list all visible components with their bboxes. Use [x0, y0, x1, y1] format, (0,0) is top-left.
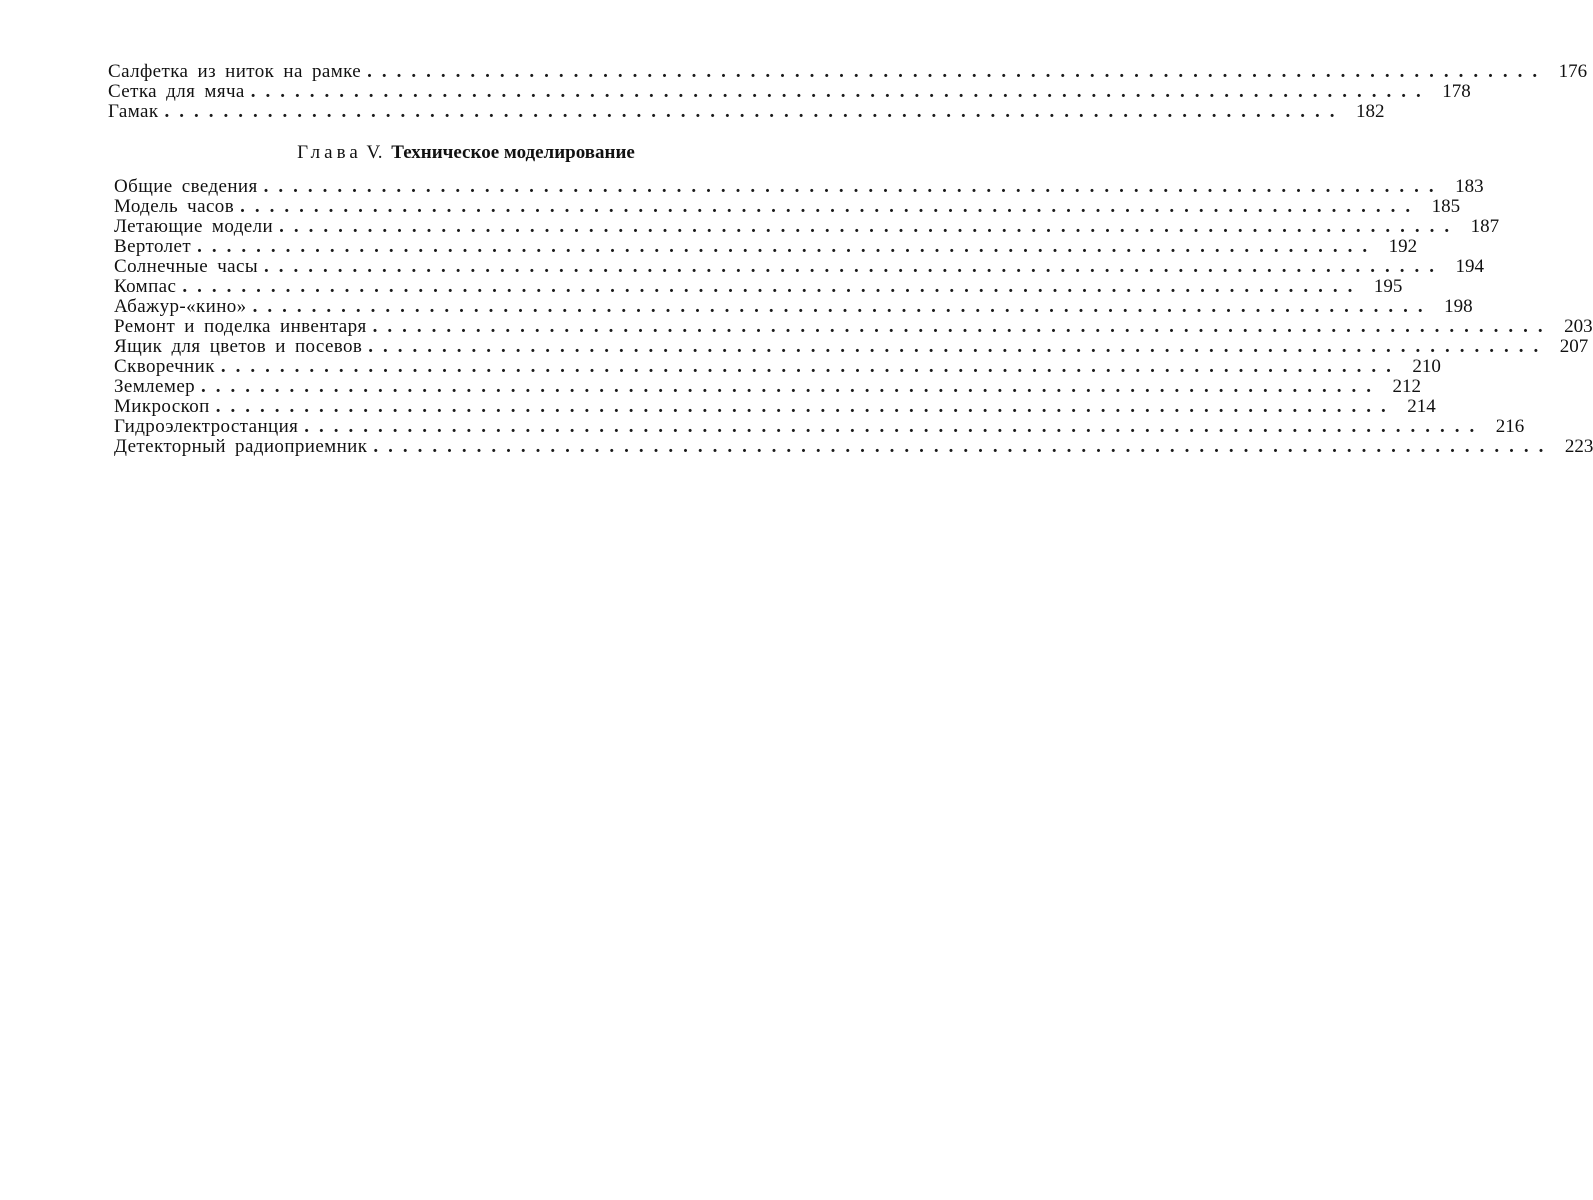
dot-leader: ................................................................................: [164, 101, 1345, 122]
toc-entry-page: 187: [1470, 216, 1500, 237]
chapter-title: Техническое моделирование: [391, 142, 635, 163]
toc-entry: [108, 61, 1588, 82]
toc-entry: [114, 316, 1593, 337]
toc-entry-title: Микроскоп: [114, 396, 210, 417]
toc-entry: [114, 236, 1418, 257]
toc-entry: [114, 396, 1436, 417]
toc-list-chapter-v: [114, 176, 1593, 457]
toc-entry-page: 203: [1564, 316, 1593, 337]
dot-leader: ................................................................................: [201, 376, 1382, 397]
dot-leader: ................................................................................: [197, 236, 1378, 257]
toc-entry-page: 216: [1495, 416, 1525, 437]
chapter-prefix: Глава: [297, 142, 362, 163]
toc-entry-page: 185: [1431, 196, 1461, 217]
dot-leader: ................................................................................: [279, 216, 1460, 237]
toc-entry-title: Салфетка из ниток на рамке: [108, 61, 362, 82]
toc-entry-title: Модель часов: [114, 196, 235, 217]
toc-entry: [114, 176, 1484, 197]
dot-leader: ................................................................................: [304, 416, 1485, 437]
toc-entry-page: 207: [1559, 336, 1589, 357]
toc-entry-title: Компас: [114, 276, 177, 297]
toc-entry-title: Землемер: [114, 376, 196, 397]
toc-entry-title: Вертолет: [114, 236, 192, 257]
toc-entry-page: 194: [1455, 256, 1484, 277]
chapter-heading: [0, 141, 900, 165]
toc-entry: [114, 356, 1441, 377]
toc-entry: [114, 196, 1461, 217]
chapter-number: V.: [366, 142, 383, 163]
dot-leader: ................................................................................: [368, 336, 1549, 357]
toc-entry-title: Летающие модели: [114, 216, 274, 237]
dot-leader: ................................................................................: [182, 276, 1363, 297]
toc-entry: [114, 296, 1473, 317]
toc-entry-page: 223: [1564, 436, 1593, 457]
toc-entry-page: 214: [1407, 396, 1436, 417]
toc-entry: [114, 436, 1593, 457]
toc-entry-page: 176: [1558, 61, 1588, 82]
toc-entry-title: Ремонт и поделка инвентаря: [114, 316, 367, 337]
dot-leader: ................................................................................: [220, 356, 1401, 377]
toc-entry-page: 182: [1356, 101, 1385, 122]
dot-leader: ................................................................................: [264, 256, 1444, 277]
toc-entry-title: Скворечник: [114, 356, 215, 377]
toc-entry-title: Гидроэлектростанция: [114, 416, 299, 437]
dot-leader: ................................................................................: [250, 81, 1431, 102]
toc-entry: [108, 101, 1385, 122]
toc-entry: [114, 416, 1525, 437]
toc-entry-page: 210: [1412, 356, 1441, 377]
toc-entry-title: Сетка для мяча: [108, 81, 245, 102]
toc-entry-title: Ящик для цветов и посевов: [114, 336, 363, 357]
dot-leader: ................................................................................: [372, 316, 1553, 337]
toc-list-previous-chapter: [108, 61, 1588, 122]
toc-entry: [108, 81, 1471, 102]
dot-leader: ................................................................................: [263, 176, 1444, 197]
toc-entry: [114, 276, 1403, 297]
toc-entry-title: Детекторный радиоприемник: [114, 436, 368, 457]
toc-entry-page: 198: [1444, 296, 1473, 317]
toc-entry: [114, 336, 1589, 357]
toc-entry-page: 192: [1388, 236, 1418, 257]
toc-entry-title: Абажур-«кино»: [114, 296, 247, 317]
toc-entry-page: 212: [1392, 376, 1422, 397]
toc-entry: [114, 256, 1484, 277]
dot-leader: ................................................................................: [252, 296, 1433, 317]
dot-leader: ................................................................................: [373, 436, 1554, 457]
dot-leader: ................................................................................: [240, 196, 1421, 217]
dot-leader: ................................................................................: [215, 396, 1396, 417]
toc-entry: [114, 376, 1422, 397]
toc-entry-page: 195: [1373, 276, 1403, 297]
toc-entry-title: Солнечные часы: [114, 256, 258, 277]
toc-entry: [114, 216, 1500, 237]
toc-entry-page: 178: [1442, 81, 1471, 102]
toc-entry-title: Гамак: [108, 101, 159, 122]
toc-entry-title: Общие сведения: [114, 176, 258, 197]
dot-leader: ................................................................................: [367, 61, 1548, 82]
toc-entry-page: 183: [1455, 176, 1484, 197]
